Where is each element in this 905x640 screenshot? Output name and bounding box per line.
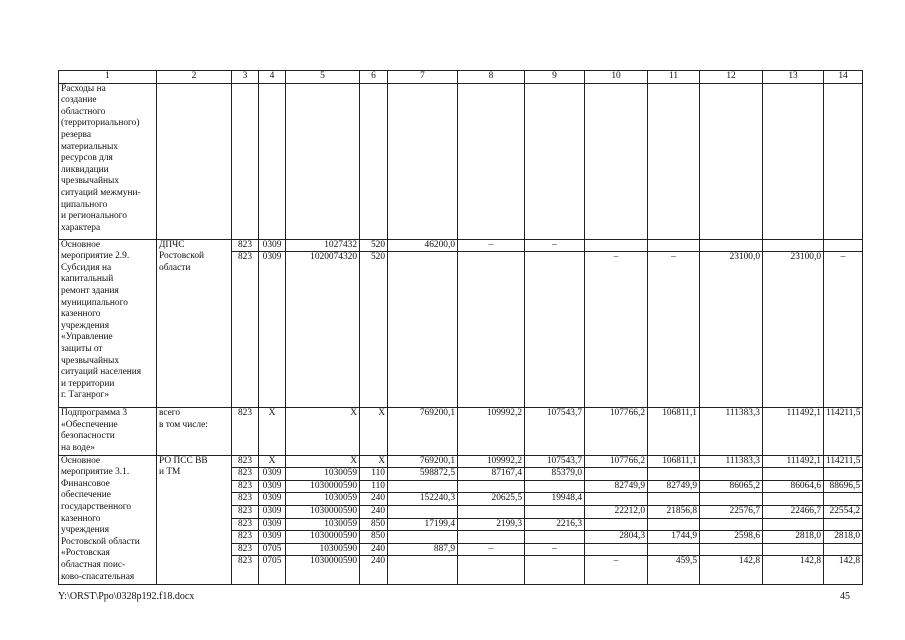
measure-2-9-row-2-col11: –: [648, 252, 700, 408]
measure-3-1-row-8-col5: 10300590: [286, 543, 360, 556]
measure-3-1-row-8-col4: 0705: [259, 543, 286, 556]
measure-3-1-row-8-col7: 887,9: [388, 543, 458, 556]
row-executor-dpchs: ДПЧС Ростовской области: [157, 239, 232, 408]
measure-3-1-row-7-col5: 1030000590: [286, 531, 360, 544]
measure-3-1-row-9-col14: 142,8: [824, 556, 863, 585]
measure-3-1-row-9-col6: 240: [360, 556, 388, 585]
measure-3-1-row-9-col13: 142,8: [763, 556, 824, 585]
subprogram-3-col5: X: [286, 408, 360, 455]
measure-3-1-row-8-col9: –: [525, 543, 585, 556]
subprogram-3-col14: 114211,5: [824, 408, 863, 455]
measure-3-1-row-6-col4: 0309: [259, 518, 286, 531]
measure-2-9-row-2-col10: –: [585, 252, 648, 408]
measure-3-1-row-5-col12: 22576,7: [700, 505, 763, 518]
table-row: [59, 239, 863, 252]
measure-3-1-row-8-col6: 240: [360, 543, 388, 556]
measure-3-1-row-9-col8: [458, 556, 525, 585]
measure-3-1-row-9-col10: –: [585, 556, 648, 585]
measure-3-1-row-9-col11: 459,5: [648, 556, 700, 585]
footer-file-path: Y:\ORST\Ppo\0328p192.f18.docx: [58, 591, 195, 602]
measure-3-1-row-4-col7: 152240,3: [388, 493, 458, 506]
header-col-8: 8: [458, 71, 525, 84]
measure-3-1-row-9-col4: 0705: [259, 556, 286, 585]
empty-cell: [360, 83, 388, 239]
measure-3-1-row-7-col9: [525, 531, 585, 544]
row-executor-ro-pss: РО ПСС ВВ и ТМ: [157, 455, 232, 585]
measure-3-1-row-9-col7: [388, 556, 458, 585]
row-name-reserve: Расходы на создание областного (территориального) резерва материальных ресурсов для ликвидации чрезвычайных ситуаций межмуни- ципального и регионального характера: [59, 83, 157, 239]
footer-page-number: 45: [840, 591, 850, 602]
subprogram-3-col7: 769200,1: [388, 408, 458, 455]
measure-3-1-row-1-col3: 823: [232, 455, 259, 468]
measure-3-1-row-6-col9: 2216,3: [525, 518, 585, 531]
measure-3-1-row-5-col8: [458, 505, 525, 518]
measure-3-1-row-3-col9: [525, 480, 585, 493]
measure-3-1-row-5-col9: [525, 505, 585, 518]
measure-2-9-row-1-col5: 1027432: [286, 239, 360, 252]
subprogram-3-col4: X: [259, 408, 286, 455]
empty-cell: [157, 83, 232, 239]
header-col-3: 3: [232, 71, 259, 84]
measure-3-1-row-8-col14: [824, 543, 863, 556]
measure-3-1-row-1-col10: 107766,2: [585, 455, 648, 468]
measure-3-1-row-5-col6: 240: [360, 505, 388, 518]
measure-3-1-row-5-col3: 823: [232, 505, 259, 518]
measure-3-1-row-2-col12: [700, 468, 763, 481]
measure-3-1-row-1-col6: X: [360, 455, 388, 468]
measure-3-1-row-7-col12: 2598,6: [700, 531, 763, 544]
measure-2-9-row-1-col10: [585, 239, 648, 252]
measure-3-1-row-5-col11: 21856,8: [648, 505, 700, 518]
measure-3-1-row-3-col8: [458, 480, 525, 493]
header-col-7: 7: [388, 71, 458, 84]
measure-3-1-row-4-col11: [648, 493, 700, 506]
measure-3-1-row-3-col11: 82749,9: [648, 480, 700, 493]
measure-3-1-row-2-col10: [585, 468, 648, 481]
measure-3-1-row-3-col13: 86064,6: [763, 480, 824, 493]
measure-3-1-row-4-col14: [824, 493, 863, 506]
measure-3-1-row-1-col14: 114211,5: [824, 455, 863, 468]
measure-3-1-row-7-col11: 1744,9: [648, 531, 700, 544]
measure-3-1-row-2-col7: 598872,5: [388, 468, 458, 481]
measure-2-9-row-2-col14: –: [824, 252, 863, 408]
subprogram-3-col6: X: [360, 408, 388, 455]
header-col-1: 1: [59, 71, 157, 84]
measure-3-1-row-1-col7: 769200,1: [388, 455, 458, 468]
budget-table-container: [58, 70, 863, 585]
header-col-2: 2: [157, 71, 232, 84]
measure-3-1-row-8-col13: [763, 543, 824, 556]
empty-cell: [824, 83, 863, 239]
measure-2-9-row-1-col6: 520: [360, 239, 388, 252]
measure-3-1-row-4-col5: 1030059: [286, 493, 360, 506]
table-row: [59, 455, 863, 468]
measure-3-1-row-2-col11: [648, 468, 700, 481]
measure-3-1-row-4-col9: 19948,4: [525, 493, 585, 506]
empty-cell: [232, 83, 259, 239]
subprogram-3-col12: 111383,3: [700, 408, 763, 455]
measure-3-1-row-9-col3: 823: [232, 556, 259, 585]
row-executor-total: всего в том числе:: [157, 408, 232, 455]
measure-3-1-row-7-col10: 2804,3: [585, 531, 648, 544]
empty-cell: [763, 83, 824, 239]
subprogram-3-col8: 109992,2: [458, 408, 525, 455]
measure-3-1-row-7-col3: 823: [232, 531, 259, 544]
measure-3-1-row-2-col3: 823: [232, 468, 259, 481]
measure-2-9-row-1-col4: 0309: [259, 239, 286, 252]
measure-2-9-row-2-col3: 823: [232, 252, 259, 408]
measure-2-9-row-2-col4: 0309: [259, 252, 286, 408]
measure-3-1-row-3-col5: 1030000590: [286, 480, 360, 493]
measure-2-9-row-1-col8: –: [458, 239, 525, 252]
table-row: [59, 83, 863, 239]
measure-2-9-row-2-col8: [458, 252, 525, 408]
measure-3-1-row-4-col10: [585, 493, 648, 506]
measure-3-1-row-1-col12: 111383,3: [700, 455, 763, 468]
empty-cell: [700, 83, 763, 239]
header-col-4: 4: [259, 71, 286, 84]
empty-cell: [286, 83, 360, 239]
row-name-measure-2-9: Основное мероприятие 2.9. Субсидия на капитальный ремонт здания муниципального казенного учреждения «Управление защиты от чрезвычайных ситуаций населения и территории г. Таганрог»: [59, 239, 157, 408]
measure-3-1-row-8-col10: [585, 543, 648, 556]
measure-3-1-row-4-col3: 823: [232, 493, 259, 506]
measure-3-1-row-6-col11: [648, 518, 700, 531]
measure-3-1-row-8-col11: [648, 543, 700, 556]
measure-3-1-row-1-col13: 111492,1: [763, 455, 824, 468]
measure-3-1-row-6-col5: 1030059: [286, 518, 360, 531]
measure-3-1-row-2-col9: 85379,0: [525, 468, 585, 481]
measure-3-1-row-5-col5: 1030000590: [286, 505, 360, 518]
header-col-12: 12: [700, 71, 763, 84]
measure-3-1-row-6-col12: [700, 518, 763, 531]
measure-3-1-row-5-col4: 0309: [259, 505, 286, 518]
header-col-5: 5: [286, 71, 360, 84]
subprogram-3-col11: 106811,1: [648, 408, 700, 455]
measure-3-1-row-4-col6: 240: [360, 493, 388, 506]
measure-3-1-row-5-col14: 22554,2: [824, 505, 863, 518]
measure-2-9-row-2-col5: 1020074320: [286, 252, 360, 408]
measure-3-1-row-1-col9: 107543,7: [525, 455, 585, 468]
measure-3-1-row-8-col12: [700, 543, 763, 556]
measure-3-1-row-2-col13: [763, 468, 824, 481]
measure-3-1-row-6-col13: [763, 518, 824, 531]
measure-3-1-row-8-col8: –: [458, 543, 525, 556]
measure-3-1-row-7-col6: 850: [360, 531, 388, 544]
measure-3-1-row-8-col3: 823: [232, 543, 259, 556]
measure-3-1-row-6-col14: [824, 518, 863, 531]
measure-3-1-row-3-col14: 88696,5: [824, 480, 863, 493]
row-name-measure-3-1: Основное мероприятие 3.1. Финансовое обеспечение государственного казенного учреждения Ростовской области «Ростовская областная поис- ково-спасательная: [59, 455, 157, 585]
measure-2-9-row-1-col12: [700, 239, 763, 252]
measure-3-1-row-6-col3: 823: [232, 518, 259, 531]
measure-3-1-row-1-col8: 109992,2: [458, 455, 525, 468]
measure-3-1-row-5-col7: [388, 505, 458, 518]
measure-2-9-row-1-col11: [648, 239, 700, 252]
measure-2-9-row-2-col12: 23100,0: [700, 252, 763, 408]
header-col-11: 11: [648, 71, 700, 84]
budget-table: [58, 70, 863, 585]
measure-3-1-row-6-col10: [585, 518, 648, 531]
measure-3-1-row-2-col14: [824, 468, 863, 481]
measure-3-1-row-9-col9: [525, 556, 585, 585]
header-col-14: 14: [824, 71, 863, 84]
measure-3-1-row-2-col4: 0309: [259, 468, 286, 481]
measure-3-1-row-5-col13: 22466,7: [763, 505, 824, 518]
empty-cell: [388, 83, 458, 239]
measure-3-1-row-2-col8: 87167,4: [458, 468, 525, 481]
measure-3-1-row-7-col13: 2818,0: [763, 531, 824, 544]
empty-cell: [525, 83, 585, 239]
empty-cell: [648, 83, 700, 239]
measure-3-1-row-9-col12: 142,8: [700, 556, 763, 585]
measure-3-1-row-4-col13: [763, 493, 824, 506]
subprogram-3-col13: 111492,1: [763, 408, 824, 455]
header-col-6: 6: [360, 71, 388, 84]
measure-3-1-row-3-col7: [388, 480, 458, 493]
measure-3-1-row-7-col14: 2818,0: [824, 531, 863, 544]
measure-3-1-row-3-col4: 0309: [259, 480, 286, 493]
measure-3-1-row-6-col8: 2199,3: [458, 518, 525, 531]
subprogram-3-col3: 823: [232, 408, 259, 455]
measure-2-9-row-2-col6: 520: [360, 252, 388, 408]
measure-3-1-row-1-col11: 106811,1: [648, 455, 700, 468]
measure-2-9-row-2-col7: [388, 252, 458, 408]
measure-3-1-row-2-col5: 1030059: [286, 468, 360, 481]
measure-3-1-row-1-col5: X: [286, 455, 360, 468]
measure-3-1-row-7-col7: [388, 531, 458, 544]
measure-3-1-row-2-col6: 110: [360, 468, 388, 481]
measure-3-1-row-4-col4: 0309: [259, 493, 286, 506]
measure-2-9-row-1-col9: –: [525, 239, 585, 252]
header-col-10: 10: [585, 71, 648, 84]
measure-3-1-row-4-col12: [700, 493, 763, 506]
measure-3-1-row-3-col12: 86065,2: [700, 480, 763, 493]
measure-2-9-row-1-col14: [824, 239, 863, 252]
measure-2-9-row-1-col7: 46200,0: [388, 239, 458, 252]
measure-2-9-row-2-col9: [525, 252, 585, 408]
measure-2-9-row-1-col13: [763, 239, 824, 252]
measure-3-1-row-1-col4: X: [259, 455, 286, 468]
measure-3-1-row-9-col5: 1030000590: [286, 556, 360, 585]
empty-cell: [585, 83, 648, 239]
subprogram-3-col10: 107766,2: [585, 408, 648, 455]
header-row: [59, 71, 863, 84]
measure-2-9-row-1-col3: 823: [232, 239, 259, 252]
measure-3-1-row-3-col6: 110: [360, 480, 388, 493]
subprogram-3-col9: 107543,7: [525, 408, 585, 455]
measure-3-1-row-6-col6: 850: [360, 518, 388, 531]
measure-3-1-row-6-col7: 17199,4: [388, 518, 458, 531]
row-name-subprogram-3: Подпрограмма 3 «Обеспечение безопасности на воде»: [59, 408, 157, 455]
measure-3-1-row-5-col10: 22212,0: [585, 505, 648, 518]
header-col-13: 13: [763, 71, 824, 84]
measure-3-1-row-3-col3: 823: [232, 480, 259, 493]
measure-3-1-row-3-col10: 82749,9: [585, 480, 648, 493]
measure-3-1-row-7-col8: [458, 531, 525, 544]
empty-cell: [458, 83, 525, 239]
measure-3-1-row-4-col8: 20625,5: [458, 493, 525, 506]
empty-cell: [259, 83, 286, 239]
measure-3-1-row-7-col4: 0309: [259, 531, 286, 544]
header-col-9: 9: [525, 71, 585, 84]
measure-2-9-row-2-col13: 23100,0: [763, 252, 824, 408]
table-row: [59, 408, 863, 455]
